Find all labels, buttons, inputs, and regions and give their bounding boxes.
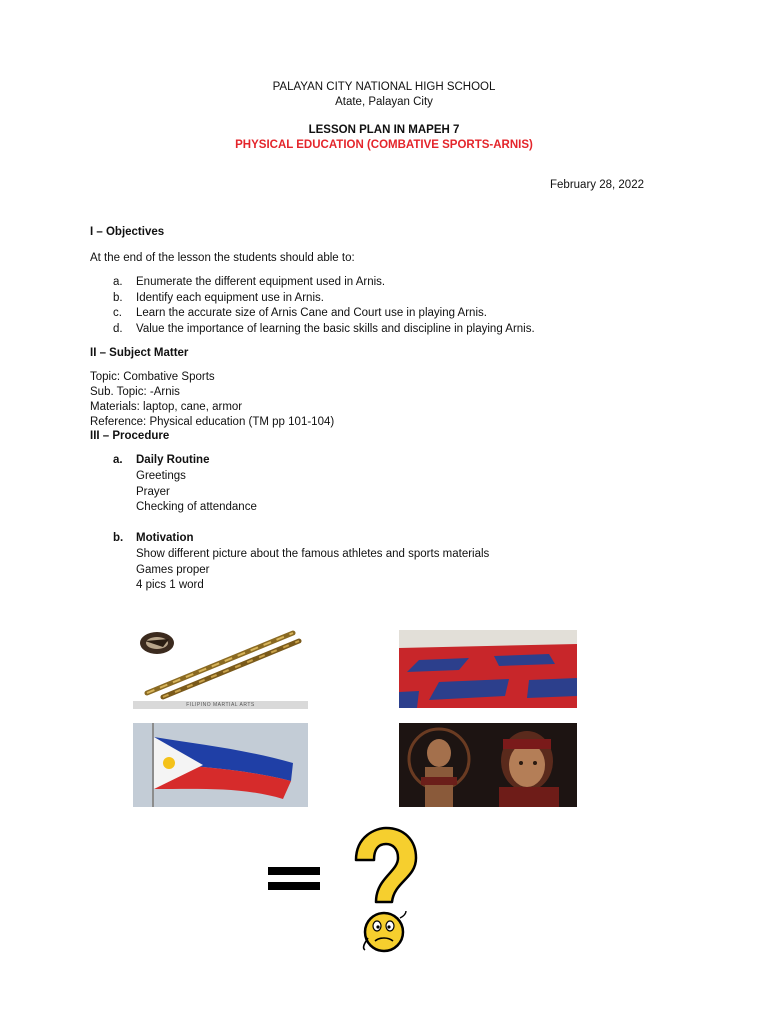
- school-name: PALAYAN CITY NATIONAL HIGH SCHOOL: [272, 81, 496, 93]
- motivation-line: 4 pics 1 word: [136, 579, 204, 591]
- warrior-portrait-image: [399, 723, 577, 807]
- arnis-court-image: [399, 630, 577, 708]
- subject-title: PHYSICAL EDUCATION (COMBATIVE SPORTS-ARNIS): [235, 139, 533, 151]
- objective-letter: d.: [113, 323, 123, 335]
- school-address: Atate, Palayan City: [335, 96, 433, 108]
- procedure-heading: III – Procedure: [90, 430, 170, 442]
- motivation-title: Motivation: [136, 532, 194, 544]
- philippine-flag-image: [133, 723, 308, 807]
- objective-letter: a.: [113, 276, 123, 288]
- subject-matter-line: Materials: laptop, cane, armor: [90, 401, 243, 413]
- objective-letter: c.: [113, 307, 122, 319]
- question-mark-icon: [346, 826, 422, 956]
- daily-routine-line: Greetings: [136, 470, 186, 482]
- subject-matter-line: Reference: Physical education (TM pp 101-104): [90, 416, 335, 428]
- daily-routine-line: Checking of attendance: [136, 501, 257, 513]
- arnis-cane-image: [133, 627, 308, 709]
- procedure-letter: b.: [113, 532, 124, 544]
- subject-matter-line: Topic: Combative Sports: [90, 371, 215, 383]
- objective-item: Identify each equipment use in Arnis.: [136, 292, 324, 304]
- daily-routine-line: Prayer: [136, 486, 170, 498]
- objective-letter: b.: [113, 292, 123, 304]
- objective-item: Learn the accurate size of Arnis Cane and Court use in playing Arnis.: [136, 307, 487, 319]
- cane-caption: FILIPINO MARTIAL ARTS: [186, 702, 255, 708]
- subject-matter-line: Sub. Topic: -Arnis: [90, 386, 180, 398]
- procedure-letter: a.: [113, 454, 123, 466]
- equals-sign-bottom-bar: [268, 882, 320, 890]
- motivation-line: Show different picture about the famous athletes and sports materials: [136, 548, 490, 560]
- objectives-heading: I – Objectives: [90, 226, 165, 238]
- objectives-intro: At the end of the lesson the students should able to:: [90, 252, 355, 264]
- equals-sign-top-bar: [268, 867, 320, 875]
- lesson-plan-title: LESSON PLAN IN MAPEH 7: [308, 124, 460, 136]
- objective-item: Enumerate the different equipment used in Arnis.: [136, 276, 386, 288]
- motivation-line: Games proper: [136, 564, 210, 576]
- daily-routine-title: Daily Routine: [136, 454, 210, 466]
- lesson-date: February 28, 2022: [550, 179, 644, 191]
- objective-item: Value the importance of learning the basic skills and discipline in playing Arnis.: [136, 323, 535, 335]
- subject-matter-heading: II – Subject Matter: [90, 347, 189, 359]
